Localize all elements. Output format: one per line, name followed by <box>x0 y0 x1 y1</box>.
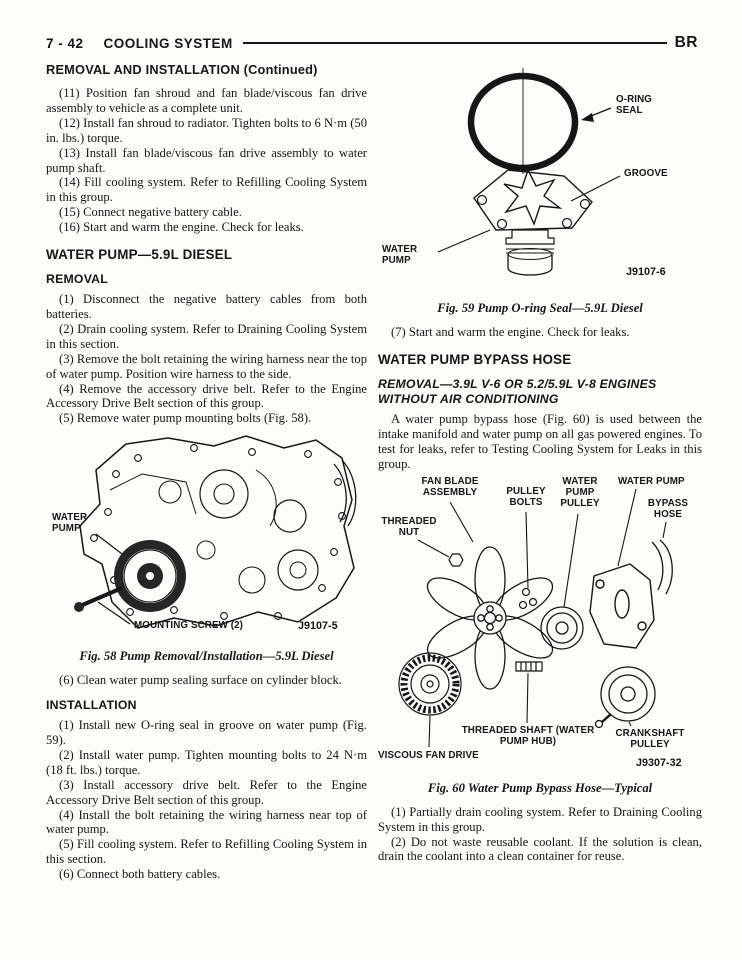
step-16: (16) Start and warm the engine. Check for leaks. <box>59 220 304 235</box>
fig58-code: J9107-5 <box>298 620 338 633</box>
figure-58 <box>46 430 367 642</box>
step-13: (13) Install fan blade/viscous fan drive assembly to water pump shaft. <box>46 145 367 175</box>
fig60-label-threaded-shaft: THREADED SHAFT (WATER PUMP HUB) <box>461 724 595 747</box>
engine-block-drawing <box>80 436 354 628</box>
threaded-shaft-drawing <box>516 662 542 671</box>
water-pump-pulley-drawing <box>541 607 583 649</box>
fig59-label-water-pump: WATER PUMP <box>382 244 418 267</box>
install-step-1: (1) Install new O-ring seal in groove on water pump (Fig. 59). <box>46 718 367 748</box>
pump-body-drawing <box>474 170 592 275</box>
removal-step-4: (4) Remove the accessory drive belt. Refer to the Engine Accessory Drive Belt section of this group. <box>46 381 367 411</box>
removal-heading: REMOVAL <box>46 272 108 287</box>
bypass-removal-heading: REMOVAL—3.9L V-6 OR 5.2/5.9L V-8 ENGINES WITHOUT AIR CONDITIONING <box>378 376 657 406</box>
o-ring-drawing <box>471 68 575 174</box>
fig60-label-threaded-nut: THREADED NUT <box>381 515 437 538</box>
threaded-nut-drawing <box>449 554 463 566</box>
mounting-screw-drawing <box>74 588 122 612</box>
fig59-code: J9107-6 <box>626 266 666 278</box>
removal-step-1: (1) Disconnect the negative battery cables from both batteries. <box>46 292 367 321</box>
diesel-step-7: (7) Start and warm the engine. Check for leaks. <box>391 325 630 339</box>
left-column <box>46 62 367 882</box>
continued-heading: REMOVAL AND INSTALLATION (Continued) <box>46 62 318 77</box>
step-15: (15) Connect negative battery cable. <box>59 205 242 220</box>
step-14: (14) Fill cooling system. Refer to Refilling Cooling System in this group. <box>46 175 367 205</box>
fig60-label-viscous-fan-drive: VISCOUS FAN DRIVE <box>378 749 479 761</box>
install-step-3: (3) Install accessory drive belt. Refer to the Engine Accessory Drive Belt section of this group. <box>46 777 367 807</box>
fig60-label-crankshaft-pulley: CRANKSHAFT PULLEY <box>615 727 685 750</box>
install-step-5: (5) Fill cooling system. Refer to Refilling Cooling System in this section. <box>46 837 367 867</box>
pulley-bolts-drawing <box>520 588 537 608</box>
installation-heading: INSTALLATION <box>46 698 137 713</box>
water-pump-diesel-heading: WATER PUMP—5.9L DIESEL <box>46 247 233 263</box>
header-rule <box>243 42 667 44</box>
model-code: BR <box>674 34 698 51</box>
fig60-label-water-pump: WATER PUMP <box>618 475 685 487</box>
bypass-intro: A water pump bypass hose (Fig. 60) is used between the intake manifold and water pump on all gas powered engines. To test for leaks, refer to Testing Cooling System for Leaks in this group. <box>378 412 702 471</box>
install-step-4: (4) Install the bolt retaining the wiring harness near top of water pump. <box>46 807 367 837</box>
fig60-leader-lines <box>418 489 666 747</box>
page-header <box>46 34 698 52</box>
bypass-step-2: (2) Do not waste reusable coolant. If the solution is clean, drain the coolant into a clean container for reuse. <box>378 834 702 864</box>
removal-step-6: (6) Clean water pump sealing surface on cylinder block. <box>59 673 342 688</box>
figure-60 <box>378 476 702 774</box>
crankshaft-pulley-drawing <box>596 667 656 728</box>
fan-blade-drawing <box>421 547 559 689</box>
bypass-hose-heading: WATER PUMP BYPASS HOSE <box>378 351 572 367</box>
fig58-label-water-pump: WATER PUMP <box>52 512 88 535</box>
fig60-label-pulley-bolts: PULLEY BOLTS <box>506 485 546 508</box>
figure-59 <box>378 62 702 294</box>
right-column <box>378 62 702 864</box>
fig59-label-groove: GROOVE <box>624 168 668 179</box>
bypass-step-1: (1) Partially drain cooling system. Refer to Draining Cooling System in this group. <box>378 804 702 834</box>
page-number: 7 - 42 <box>46 35 84 51</box>
removal-step-2: (2) Drain cooling system. Refer to Draining Cooling System in this section. <box>46 321 367 351</box>
fig60-label-water-pump-pulley: WATER PUMP PULLEY <box>560 475 600 510</box>
fig60-label-fan-blade-assembly: FAN BLADE ASSEMBLY <box>421 475 479 498</box>
fig58-label-mounting-screw: MOUNTING SCREW (2) <box>134 620 244 632</box>
fig58-pump-removal-illustration <box>46 430 367 642</box>
water-pump-drawing <box>590 564 654 648</box>
fig60-caption: Fig. 60 Water Pump Bypass Hose—Typical <box>427 780 653 795</box>
fig59-label-oring-seal: O-RING SEAL <box>616 94 652 117</box>
removal-step-3: (3) Remove the bolt retaining the wiring harness near the top of water pump. Position wire harness to the side. <box>46 351 367 381</box>
removal-step-5: (5) Remove water pump mounting bolts (Fig. 58). <box>59 411 312 426</box>
viscous-fan-drive-drawing <box>399 653 461 715</box>
fig59-caption: Fig. 59 Pump O-ring Seal—5.9L Diesel <box>437 301 643 315</box>
section-title: COOLING SYSTEM <box>103 35 233 51</box>
fig60-code: J9307-32 <box>636 756 682 769</box>
step-11: (11) Position fan shroud and fan blade/viscous fan drive assembly to vehicle as a complete unit. <box>46 86 367 115</box>
step-12: (12) Install fan shroud to radiator. Tighten bolts to 6 N·m (50 in. lbs.) torque. <box>46 115 367 145</box>
bypass-hose-drawing <box>652 540 672 594</box>
oring-arrow <box>581 108 611 122</box>
water-pump-pulley-drawing <box>114 540 186 612</box>
install-step-2: (2) Install water pump. Tighten mounting bolts to 24 N·m (18 ft. lbs.) torque. <box>46 747 367 777</box>
fig60-label-bypass-hose: BYPASS HOSE <box>647 497 689 520</box>
install-step-6: (6) Connect both battery cables. <box>59 867 221 882</box>
fig58-caption: Fig. 58 Pump Removal/Installation—5.9L Diesel <box>79 649 334 664</box>
